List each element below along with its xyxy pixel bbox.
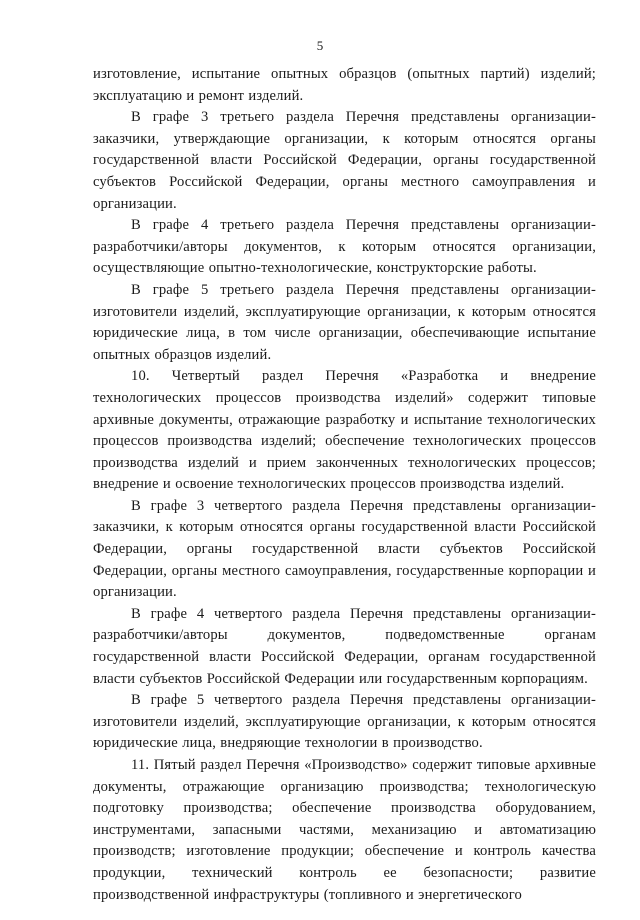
- paragraph-column5-section4: В графе 5 четвертого раздела Перечня представлены организации-изготовители изделий, эксплуатирующие организации, к которым относятся юридические лица, внедряющие технологии в производство.: [93, 692, 596, 752]
- paragraph-continuation: изготовление, испытание опытных образцов (опытных партий) изделий; эксплуатацию и ремонт изделий.: [93, 66, 596, 104]
- paragraph-column3-section4: В графе 3 четвертого раздела Перечня представлены организации-заказчики, к которым относятся органы государственной власти Российской Федерации, органы государственной власти субъектов Российской Федерации, органы местного самоуправления, государственные корпорации и организации.: [93, 497, 596, 601]
- paragraph-column3-section3: В графе 3 третьего раздела Перечня представлены организации-заказчики, утверждающие организации, к которым относятся органы государственной власти Российской Федерации, органы государственной субъектов Российской Федерации, органы местного самоуправления и организации.: [93, 109, 596, 212]
- paragraph-column4-section4: В графе 4 четвертого раздела Перечня представлены организации-разработчики/авторы документов, подведомственные органам государственной власти Российской Федерации, органам государственной власти субъектов Российской Федерации или государственным корпорациям.: [93, 605, 596, 687]
- page-number: 5: [316, 38, 324, 53]
- paragraph-column4-section3: В графе 4 третьего раздела Перечня представлены организации-разработчики/авторы документов, к которым относятся организации, осуществляющие опытно-технологические, конструкторские работы.: [93, 217, 596, 277]
- paragraph-item-11: 11. Пятый раздел Перечня «Производство» содержит типовые архивные документы, отражающие организацию производства; технологическую подготовку производства; обеспечение производства оборудованием, инструментами, запасными частями, механизацию и автоматизацию производств; изготовление продукции; обеспечение и контроль качества продукции, технический контроль ее безопасности; развитие производственной инфраструктуры (топливного и энергетического: [93, 757, 596, 903]
- document-body: [93, 64, 596, 906]
- paragraph-column5-section3: В графе 5 третьего раздела Перечня представлены организации-изготовители изделий, эксплуатирующие организации, к которым относятся юридические лица, в том числе организации, обеспечивающие испытание опытных образцов изделий.: [93, 281, 596, 363]
- paragraph-item-10: 10. Четвертый раздел Перечня «Разработка и внедрение технологических процессов производства изделий» содержит типовые архивные документы, отражающие разработку и испытание технологических процессов производства изделий; обеспечение технологических процессов производства изделий и прием законченных технологических процессов; внедрение и освоение технологических процессов производства изделий.: [93, 368, 596, 493]
